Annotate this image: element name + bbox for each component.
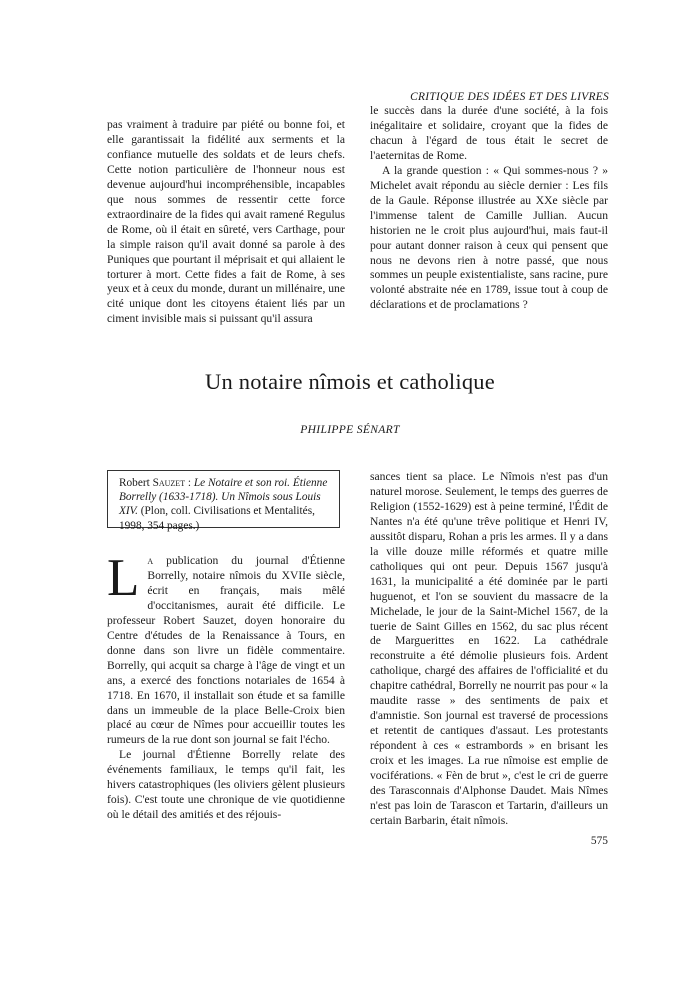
top-right-paragraph-1: le succès dans la durée d'une société, à la fois inégalitaire et solidaire, croyant que la fides de chacun à l'égard de tous était le secret de l'aeternitas de Rome. [370,104,608,162]
body-paragraph-2: Le journal d'Étienne Borrelly relate des événements familiaux, le temps qu'il fait, les hivers catastrophiques (les oliviers gèlent plusieurs fois). C'est toute une chronique de vie quotidienne où le détail des amitiés et des réjouis- [107,748,345,822]
biblio-separator: : [185,477,194,489]
body-right-column [370,470,608,829]
dropcap-letter: L [107,549,140,607]
body-paragraph-1-text: publication du journal d'Étienne Borrelly, notaire nîmois du XVIIe siècle, écrit en français, mais mêlé d'occitanismes, aurait été difficile. Le professeur Robert Sauzet, doyen honoraire du Centre d'études de la Renaissance à Tours, en donne dans son livre un fidèle commentaire. Borrelly, qui acquit sa charge à l'âge de vingt et un ans, a exercé des fonctions notariales de 1654 à 1718. En 1670, il installait son étude et sa famille dans un immeuble de la place Belle-Croix bien placé au cœur de Nîmes pour accueillir toutes les rumeurs de la rue dont son journal se fait l'écho. [107,554,345,747]
biblio-publisher-info: (Plon, coll. Civilisations et Mentalités, 1998, 354 pages.) [119,505,315,532]
bibliographic-box [107,470,340,532]
biblio-book-title: Le Notaire et son roi. Étienne Borrelly (1633-1718). Un Nîmois sous Louis XIV. [119,477,328,518]
body-paragraph-3: sances tient sa place. Le Nîmois n'est pas d'un naturel morose. Seulement, le temps des guerres de Religion (1552-1629) est à peine terminé, l'Édit de Nantes n'a été qu'une trêve politique et Henri IV, aussitôt disparu, Rohan a pris les armes. Il y a dans la ville douze mille réformés et quatre mille catholiques qui ont peur. Depuis 1567 jusqu'à 1631, la municipalité a été dominée par le parti huguenot, et l'on se souvient du massacre de la Michelade, le jour de la Saint-Michel 1567, de la tuerie de Saint Gilles en 1562, du sac plus récent de Marguerittes en 1622. La cathédrale reconstruite a été démolie plusieurs fois. Ardent catholique, chargé des affaires de l'officialité et du chapitre cathédral, Borrelly ne nourrit pas pour « la maudite rasse » des sentiments de paix et d'amnistie. Son journal est traversé de processions et retentit de cantiques d'assaut. Les protestants répondent à ces « estrambords » en brisant les croix et les images. La rue nîmoise est emplie de vociférations. « Fèn de brut », c'est le cri de guerre des Tarasconnais d'Alphonse Daudet. Mais Nîmes n'est pas loin de Tarascon et Tartarin, d'ailleurs un certain Barbarin, était nîmois. [370,470,608,827]
body-left-column [107,549,345,823]
running-head: CRITIQUE DES IDÉES ET DES LIVRES [410,91,609,103]
page-number: 575 [590,835,608,847]
biblio-author-first: Robert [119,477,150,489]
top-left-column [107,118,345,327]
top-right-paragraph-2: A la grande question : « Qui sommes-nous ? » Michelet avait répondu au siècle dernier : Les fils de la Gaule. Réponse illustrée au XXe siècle par l'immense talent de Camille Jullian. Aucun historien ne le croit plus aujourd'hui, mais faut-il pour autant donner raison à ceux qui pensent que nous ne devons rien à notre passé, que nous sommes un peuple existentialiste, sans racine, pure volonté abstraite née en 1789, issue tout à coup de déclarations et de proclamations ? [370,163,608,312]
body-paragraph-1 [107,549,345,748]
article-author: PHILIPPE SÉNART [300,423,400,436]
top-left-paragraph: pas vraiment à traduire par piété ou bonne foi, et elle garantissait la fidélité aux serments et la confiance mutuelle des soldats et de leurs chefs. Cette notion particulière de l'honneur nous est devenue aujourd'hui incompréhensible, incapables que nous sommes de ressentir cette force extraordinaire de la fides qui avait ramené Regulus de Rome, où il était en sûreté, vers Carthage, pour la simple raison qu'il avait donné sa parole à des Puniques que pourtant il méprisait et qui allaient le torturer à mort. Cette fides a fait de Rome, à ses yeux et à ceux du monde, durant un millénaire, une cité unique dont les citoyens étaient liés par un ciment invisible mais si puissant qu'il assura [107,118,345,326]
top-right-column [370,104,608,313]
article-title: Un notaire nîmois et catholique [205,369,495,394]
dropcap-continuation: a [147,554,154,567]
biblio-author-last: Sauzet [152,477,186,489]
